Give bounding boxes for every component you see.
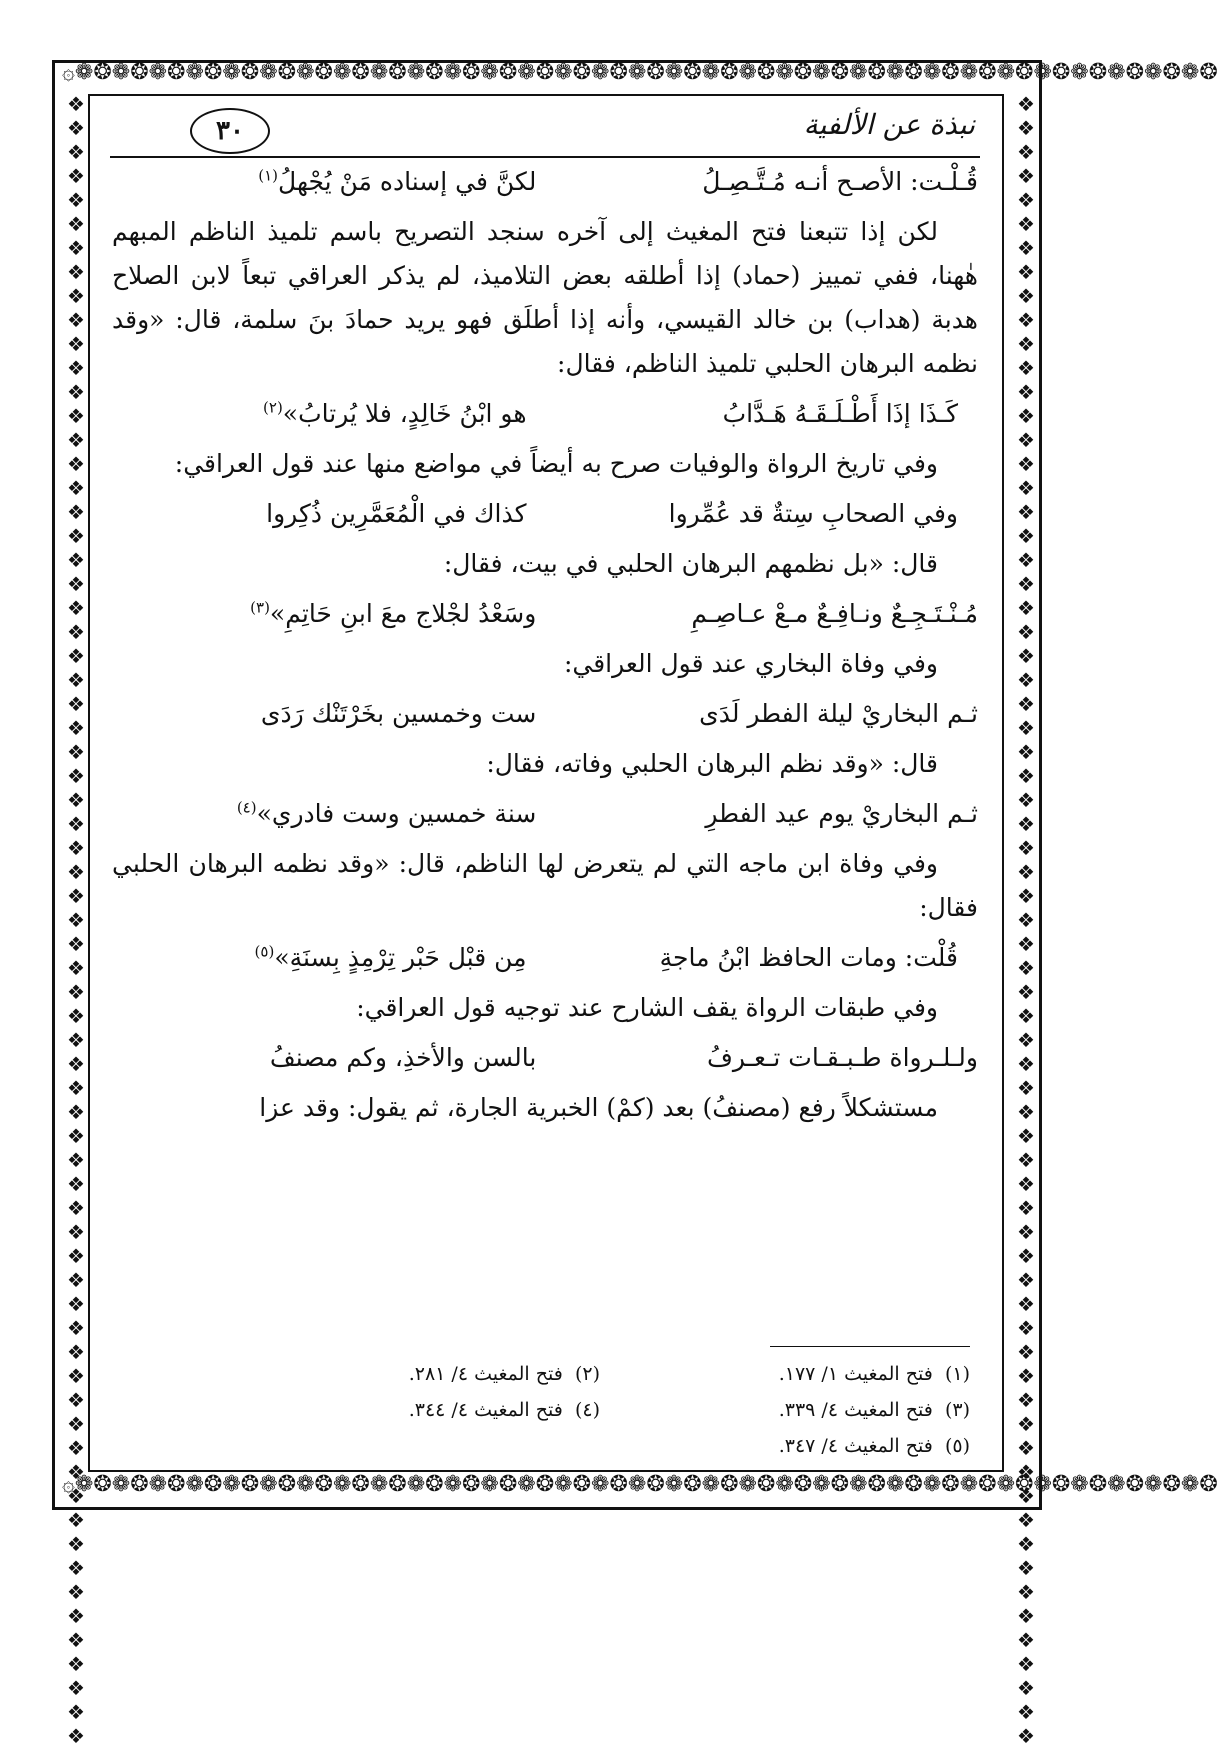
footnote-text: فتح المغيث ٤/ ٣٤٤.: [408, 1399, 563, 1421]
footnote-number: (٢): [574, 1363, 600, 1385]
verse-hemistich-first: مُـنْـتَـجِـعٌ ونـافِـعٌ مـعْ عـاصِـمِ: [691, 599, 978, 628]
footnote-row: [230, 1428, 970, 1464]
verse-hemistich-first: ثـم البخاريْ ليلة الفطر لَدَى: [699, 699, 978, 728]
verse-line: [112, 936, 978, 980]
verse-line: [112, 692, 978, 736]
footnote-reference: (٤): [236, 798, 257, 817]
paragraph: وفي وفاة ابن ماجه التي لم يتعرض لها الناظم، قال: «وقد نظمه البرهان الحلبي فقال:: [112, 849, 978, 922]
footnote-text: فتح المغيث ٤/ ٣٤٧.: [778, 1435, 933, 1457]
footnote-number: (١): [944, 1363, 970, 1385]
verse-line: [112, 492, 978, 536]
ornament-border-right: ❖❖❖❖❖❖❖❖❖❖❖❖❖❖❖❖❖❖❖❖❖❖❖❖❖❖❖❖❖❖❖❖❖❖❖❖❖❖❖❖❖❖❖❖❖❖❖❖❖❖❖❖❖❖❖❖❖❖❖❖❖❖❖❖❖❖❖❖❖: [1014, 92, 1038, 1748]
footnote: [600, 1356, 970, 1392]
verse-hemistich-second: [112, 792, 536, 836]
footnote: [230, 1356, 600, 1392]
footnote-reference: (٢): [263, 398, 283, 417]
footnote-row: [230, 1356, 970, 1392]
verse-line: [112, 1036, 978, 1080]
verse-hemistich-second: [112, 592, 536, 636]
verse-line: [112, 160, 978, 204]
ornament-border-bottom: ۞❁❂❁❂❁❂❁❂❁❂❁❂❁❂❁❂❁❂❁❂❁❂❁❂❁❂❁❂❁❂❁❂❁❂❁❂❁❂❁❂❁❂❁❂❁❂❁❂❁❂❁❂❁❂❁❂❁❂❁❂❁❂: [62, 1472, 1218, 1497]
verse-hemistich-second: [112, 936, 527, 980]
running-title: نبذة عن الألفية: [803, 108, 975, 141]
page-number: ٣٠: [190, 108, 270, 154]
footnote: [600, 1392, 970, 1428]
footnote: [230, 1392, 600, 1428]
paragraph: لكن إذا تتبعنا فتح المغيث إلى آخره سنجد التصريح باسم تلميذ الناظم المبهم هٰهنا، ففي تمييز (حماد) إذا أطلقه بعض التلاميذ، لم يذكر العراقي تبعاً لابن الصلاح هدبة (هداب) بن خالد القيسي، وأنه إذا أطلَق فهو يريد حمادَ بنَ سلمة، قال: «وقد نظمه البرهان الحلبي تلميذ الناظم، فقال:: [112, 217, 978, 378]
verse-text: مِن قبْل حَبْر تِرْمِذٍ بِسنَةِ»: [274, 943, 527, 972]
footnote-number: (٤): [574, 1399, 600, 1421]
verse-line: [112, 392, 978, 436]
verse-text: هو ابْنُ خَالِدٍ، فلا يُرتابُ»: [282, 399, 527, 428]
verse-line: [112, 592, 978, 636]
paragraph: مستشكلاً رفع (مصنفُ) بعد (كمْ) الخبرية الجارة، ثم يقول: وقد عزا: [259, 1093, 938, 1122]
verse-text: لكنَّ في إسناده مَنْ يُجْهلُ: [278, 167, 537, 196]
footnote-text: فتح المغيث ١/ ١٧٧.: [778, 1363, 933, 1385]
footnote-number: (٣): [944, 1399, 970, 1421]
paragraph: وفي تاريخ الرواة والوفيات صرح به أيضاً في مواضع منها عند قول العراقي:: [174, 449, 938, 478]
footnote-reference: (١): [258, 166, 279, 185]
ornament-border-top: ۞❁❂❁❂❁❂❁❂❁❂❁❂❁❂❁❂❁❂❁❂❁❂❁❂❁❂❁❂❁❂❁❂❁❂❁❂❁❂❁❂❁❂❁❂❁❂❁❂❁❂❁❂❁❂❁❂❁❂❁❂❁❂: [62, 60, 1218, 85]
verse-text: وسَعْدُ لجْلاج معَ ابنِ حَاتِمِ»: [269, 599, 537, 628]
footnote-reference: (٥): [254, 942, 275, 961]
footnotes: [230, 1356, 970, 1464]
paragraph: وفي طبقات الرواة يقف الشارح عند توجيه قول العراقي:: [356, 993, 938, 1022]
verse-line: [112, 792, 978, 836]
footnote-row: [230, 1392, 970, 1428]
footnote-text: فتح المغيث ٤/ ٢٨١.: [408, 1363, 563, 1385]
verse-hemistich-second: [112, 392, 527, 436]
verse-hemistich-first: ولـلـرواة طـبـقـات تـعـرفُ: [706, 1043, 978, 1072]
verse-hemistich-first: قُـلْـت: الأصـح أنـه مُـتَّـصِـلُ: [702, 167, 978, 196]
header-divider: [110, 156, 980, 158]
paragraph: وفي وفاة البخاري عند قول العراقي:: [563, 649, 938, 678]
footnote: [600, 1428, 970, 1464]
verse-hemistich-second: كذاك في الْمُعَمَّرِين ذُكِروا: [266, 499, 527, 528]
footnote-divider: [770, 1346, 970, 1347]
footnote-reference: (٣): [250, 598, 270, 617]
ornament-border-left: ❖❖❖❖❖❖❖❖❖❖❖❖❖❖❖❖❖❖❖❖❖❖❖❖❖❖❖❖❖❖❖❖❖❖❖❖❖❖❖❖❖❖❖❖❖❖❖❖❖❖❖❖❖❖❖❖❖❖❖❖❖❖❖❖❖❖❖❖❖: [64, 92, 88, 1748]
footnote-number: (٥): [944, 1435, 970, 1457]
verse-hemistich-first: قُلْت: ومات الحافظ ابْنُ ماجةِ: [659, 943, 958, 972]
paragraph: قال: «وقد نظم البرهان الحلبي وفاته، فقال:: [486, 749, 938, 778]
paragraph: قال: «بل نظمهم البرهان الحلبي في بيت، فقال:: [443, 549, 938, 578]
verse-hemistich-first: وفي الصحابِ سِتةٌ قد عُمِّروا: [668, 499, 958, 528]
verse-hemistich-second: بالسن والأخذِ، وكم مصنفُ: [269, 1043, 537, 1072]
verse-hemistich-first: ثـم البخاريْ يوم عيد الفطرِ: [705, 799, 978, 828]
verse-hemistich-first: كَـذَا إذَا أَطْـلَـقَـهُ هَـدَّابُ: [722, 399, 958, 428]
main-text: [112, 160, 978, 1136]
verse-hemistich-second: [112, 160, 536, 204]
verse-hemistich-second: ست وخمسين بخَرْتَنْك رَدَى: [260, 699, 537, 728]
footnote-text: فتح المغيث ٤/ ٣٣٩.: [778, 1399, 933, 1421]
verse-text: سنة خمسين وست فادري»: [256, 799, 537, 828]
